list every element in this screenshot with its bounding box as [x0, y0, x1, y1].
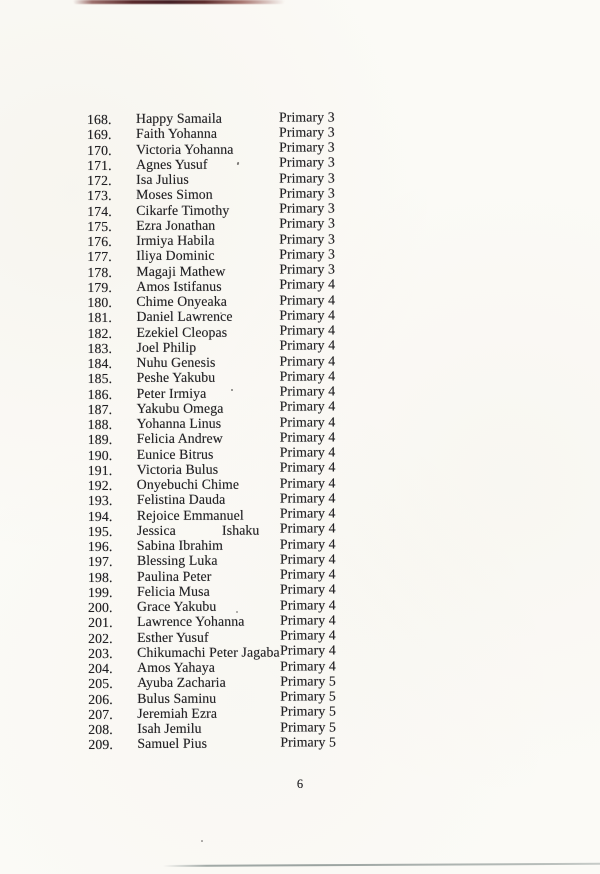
row-grade: Primary 4 [280, 596, 336, 613]
row-student-name: Cikarfe Timothy [136, 202, 230, 218]
row-student-name: Yohanna Linus [136, 415, 222, 431]
row-student-name: Victoria Yohanna [136, 141, 234, 157]
row-grade: Primary 4 [279, 474, 336, 491]
row-grade: Primary 4 [280, 612, 336, 628]
row-grade: Primary 3 [279, 215, 335, 231]
row-serial: 193. [87, 493, 113, 509]
row-grade: Primary 4 [279, 535, 336, 552]
row-serial: 207. [88, 706, 113, 722]
row-serial: 189. [87, 432, 113, 448]
row-student-name: Grace Yakubu [137, 598, 217, 614]
row-grade: Primary 4 [279, 368, 336, 384]
row-serial: 186. [87, 386, 113, 402]
row-serial: 198. [87, 569, 113, 585]
row-grade: Primary 4 [279, 337, 336, 353]
row-serial: 195. [87, 523, 113, 539]
row-grade: Primary 4 [279, 291, 336, 308]
row-student-name: Daniel Lawrence [136, 308, 233, 325]
row-serial: 168. [87, 111, 112, 127]
row-grade: Primary 4 [279, 429, 336, 445]
row-serial: 183. [87, 340, 113, 356]
row-grade: Primary 4 [279, 276, 336, 292]
row-student-name: Jeremiah Ezra [137, 705, 218, 721]
row-serial: 177. [87, 249, 112, 265]
row-student-name: Rejoice Emmanuel [136, 507, 244, 523]
row-serial: 191. [87, 462, 113, 478]
row-grade: Primary 4 [279, 505, 336, 521]
row-serial: 173. [87, 188, 112, 204]
row-student-name: Nuhu Genesis [136, 354, 216, 370]
row-grade: Primary 3 [279, 185, 335, 201]
row-student-name: Onyebuchi Chime [136, 476, 240, 492]
row-serial: 188. [87, 416, 113, 432]
row-student-name: Amos Istifanus [136, 278, 222, 294]
row-serial: 197. [87, 554, 113, 570]
row-serial: 203. [88, 645, 113, 661]
row-serial: 209. [88, 737, 113, 753]
row-grade: Primary 5 [280, 703, 336, 719]
row-grade: Primary 4 [279, 322, 336, 338]
row-serial: 171. [87, 157, 112, 173]
row-grade: Primary 4 [279, 444, 336, 460]
row-student-name: Iliya Dominic [136, 247, 215, 264]
row-serial: 175. [87, 218, 112, 234]
row-serial: 185. [87, 371, 113, 387]
row-student-name: Samuel Pius [137, 736, 208, 752]
row-serial: 205. [88, 676, 113, 692]
row-student-name: Magaji Mathew [136, 263, 226, 279]
row-student-name: Agnes Yusuf [136, 156, 208, 172]
row-serial: 199. [87, 584, 113, 600]
row-grade: Primary 4 [279, 566, 336, 582]
row-student-name: Yakubu Omega [136, 400, 224, 416]
scan-artifact-bottom-edge [163, 863, 600, 867]
row-grade: Primary 4 [280, 627, 336, 643]
row-grade: Primary 3 [279, 139, 335, 155]
row-student-name: Peshe Yakubu [136, 369, 216, 386]
row-serial: 200. [88, 599, 113, 615]
row-serial: 194. [87, 508, 113, 524]
row-grade: Primary 3 [279, 261, 336, 277]
row-grade: Primary 5 [280, 688, 336, 704]
row-student-name: Ayuba Zacharia [137, 674, 226, 691]
row-student-name: Eunice Bitrus [136, 446, 214, 462]
student-roster [87, 108, 508, 753]
row-grade: Primary 3 [278, 108, 335, 125]
row-serial: 170. [87, 142, 112, 158]
row-student-name: Irmiya Habila [136, 232, 215, 248]
row-student-name: Felistina Dauda [136, 491, 226, 508]
row-serial: 178. [87, 264, 112, 280]
row-student-name: Happy Samaila [135, 110, 223, 126]
row-serial: 174. [87, 203, 112, 219]
row-grade: Primary 3 [279, 154, 335, 170]
row-student-name: Blessing Luka [136, 552, 218, 569]
row-serial: 206. [88, 691, 113, 707]
row-serial: 172. [87, 172, 112, 188]
roster-row [88, 736, 508, 752]
row-serial: 187. [87, 401, 113, 417]
row-serial: 181. [87, 310, 112, 326]
scan-speck [220, 312, 222, 314]
row-grade: Primary 4 [280, 657, 336, 674]
row-grade: Primary 4 [279, 490, 336, 506]
row-serial: 182. [87, 325, 113, 341]
row-grade: Primary 4 [280, 642, 336, 658]
row-student-name: Ezra Jonathan [136, 217, 216, 233]
row-student-name: Amos Yahaya [137, 659, 215, 675]
row-student-name: Joel Philip [136, 339, 197, 355]
row-grade: Primary 4 [279, 551, 336, 567]
row-student-name: Isa Julius [136, 171, 189, 187]
page-number: 6 [296, 777, 304, 791]
row-student-name: Sabina Ibrahim [136, 537, 224, 553]
row-student-name: Lawrence Yohanna [137, 613, 245, 630]
row-grade: Primary 3 [279, 246, 336, 262]
row-grade: Primary 3 [279, 169, 335, 186]
row-student-name: Jessica Ishaku [136, 522, 260, 538]
row-serial: 169. [87, 127, 112, 143]
row-student-name: Victoria Bulus [136, 461, 219, 477]
row-grade: Primary 4 [279, 383, 336, 399]
row-grade: Primary 4 [279, 459, 336, 475]
row-grade: Primary 5 [280, 673, 336, 689]
row-serial: 196. [87, 538, 113, 554]
row-student-name: Moses Simon [136, 186, 213, 203]
row-serial: 208. [88, 721, 113, 737]
row-student-name: Paulina Peter [136, 568, 212, 584]
row-serial: 192. [87, 477, 113, 493]
row-serial: 184. [87, 355, 113, 371]
row-serial: 190. [87, 447, 113, 463]
scan-speck [201, 840, 203, 842]
scan-artifact-top-edge [73, 0, 285, 4]
scan-speck [231, 389, 233, 391]
row-grade: Primary 3 [279, 230, 335, 247]
row-serial: 204. [88, 660, 113, 676]
row-student-name: Bulus Saminu [137, 690, 217, 706]
row-serial: 179. [87, 279, 112, 295]
row-student-name: Felicia Andrew [136, 430, 223, 447]
row-grade: Primary 4 [279, 307, 336, 323]
row-serial: 202. [88, 630, 113, 646]
row-grade: Primary 3 [279, 200, 335, 216]
row-student-name: Isah Jemilu [137, 720, 202, 736]
row-grade: Primary 5 [280, 718, 337, 735]
row-grade: Primary 4 [279, 581, 336, 597]
row-serial: 180. [87, 294, 112, 310]
scan-speck [236, 611, 238, 613]
row-serial: 201. [88, 615, 113, 631]
row-grade: Primary 4 [279, 352, 336, 369]
row-grade: Primary 4 [279, 413, 336, 430]
row-student-name: Faith Yohanna [136, 125, 218, 142]
row-serial: 176. [87, 233, 112, 249]
row-grade: Primary 5 [280, 734, 337, 750]
row-student-name: Ezekiel Cleopas [136, 324, 228, 340]
row-student-name: Peter Irmiya [136, 385, 207, 401]
row-student-name: Chikumachi Peter Jagaba [137, 644, 280, 660]
row-student-name: Esther Yusuf [137, 629, 209, 645]
row-student-name: Felicia Musa [136, 583, 210, 599]
row-grade: Primary 3 [279, 124, 335, 140]
row-student-name: Chime Onyeaka [136, 293, 227, 309]
row-grade: Primary 4 [279, 398, 336, 414]
row-grade: Primary 4 [279, 520, 336, 536]
